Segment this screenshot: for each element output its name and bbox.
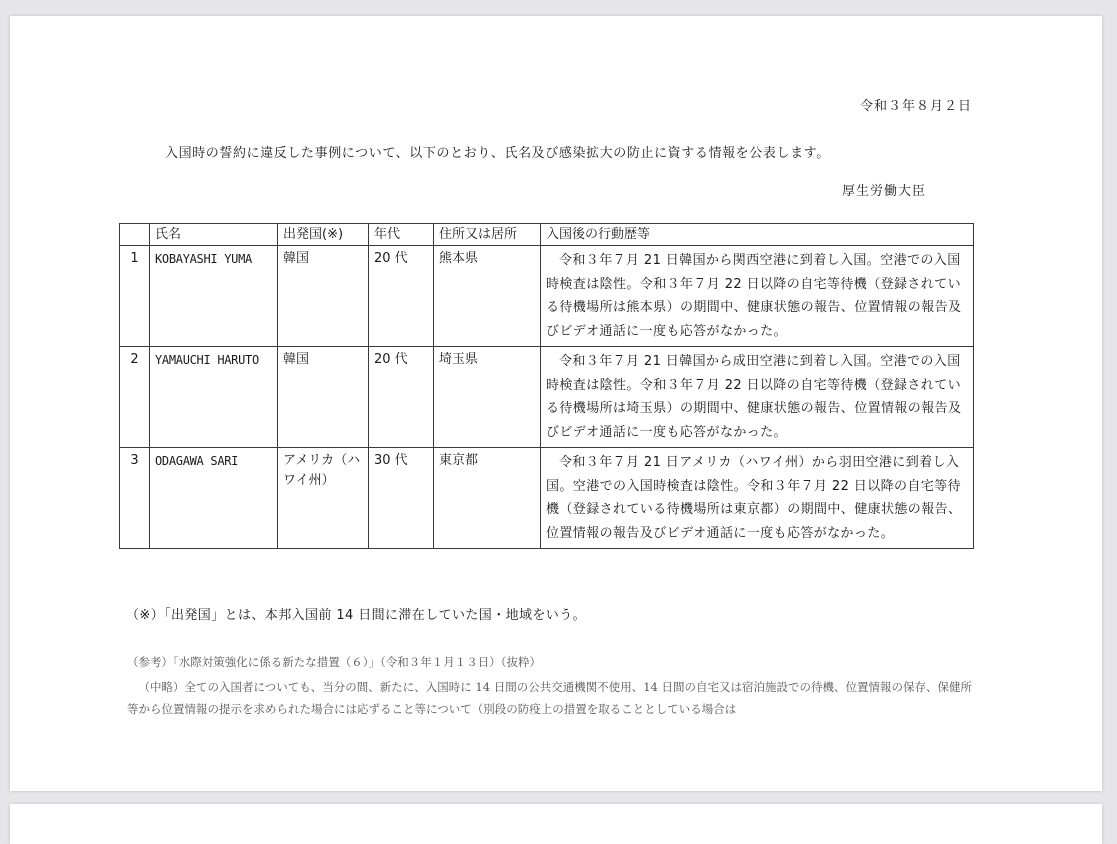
table-header-row: [120, 224, 974, 246]
table-row: [120, 347, 974, 448]
origin-country: 韓国: [278, 347, 369, 448]
origin-footnote: （※）「出発国」とは、本邦入国前 14 日間に滞在していた国・地域をいう。: [126, 608, 586, 623]
reference-title: （参考）「水際対策強化に係る新たな措置（６）」（令和３年１月１３日）（抜粋）: [127, 655, 541, 669]
table-row: [120, 246, 974, 347]
header-age: 年代: [369, 224, 434, 246]
residence: 熊本県: [434, 246, 541, 347]
header-no: [120, 224, 150, 246]
violation-cases-table: [119, 223, 974, 549]
table-row: [120, 448, 974, 549]
document-page: [10, 16, 1102, 791]
origin-country: 韓国: [278, 246, 369, 347]
header-origin: 出発国(※): [278, 224, 369, 246]
person-name: KOBAYASHI YUMA: [150, 246, 278, 347]
row-number: 2: [120, 347, 150, 448]
header-activity: 入国後の行動歴等: [541, 224, 974, 246]
person-name: ODAGAWA SARI: [150, 448, 278, 549]
origin-country: アメリカ（ハワイ州）: [278, 448, 369, 549]
header-address: 住所又は居所: [434, 224, 541, 246]
reference-excerpt: （中略）全ての入国者についても、当分の間、新たに、入国時に 14 日間の公共交通機関不使用、14 日間の自宅又は宿泊施設での待機、位置情報の保存、保健所等から位置情報の提示を求められた場合には応ずること等について（別段の防疫上の措置を取ることとしている場合は: [127, 680, 972, 716]
person-name: YAMAUCHI HARUTO: [150, 347, 278, 448]
row-number: 3: [120, 448, 150, 549]
age-group: 20 代: [369, 246, 434, 347]
row-number: 1: [120, 246, 150, 347]
intro-statement: 入国時の誓約に違反した事例について、以下のとおり、氏名及び感染拡大の防止に資する情報を公表します。: [165, 146, 830, 161]
activity-history: 令和３年７月 21 日アメリカ（ハワイ州）から羽田空港に到着し入国。空港での入国時検査は陰性。令和３年７月 22 日以降の自宅等待機（登録されている待機場所は東京都）の期間中、健康状態の報告、位置情報の報告及びビデオ通話に一度も応答がなかった。: [541, 448, 974, 549]
residence: 埼玉県: [434, 347, 541, 448]
next-page: [10, 804, 1102, 844]
document-date: 令和３年８月２日: [859, 99, 972, 114]
issuer-minister: 厚生労働大臣: [841, 184, 926, 199]
age-group: 20 代: [369, 347, 434, 448]
header-name: 氏名: [150, 224, 278, 246]
age-group: 30 代: [369, 448, 434, 549]
residence: 東京都: [434, 448, 541, 549]
activity-history: 令和３年７月 21 日韓国から関西空港に到着し入国。空港での入国時検査は陰性。令和３年７月 22 日以降の自宅等待機（登録されている待機場所は熊本県）の期間中、健康状態の報告、位置情報の報告及びビデオ通話に一度も応答がなかった。: [541, 246, 974, 347]
activity-history: 令和３年７月 21 日韓国から成田空港に到着し入国。空港での入国時検査は陰性。令和３年７月 22 日以降の自宅等待機（登録されている待機場所は埼玉県）の期間中、健康状態の報告、位置情報の報告及びビデオ通話に一度も応答がなかった。: [541, 347, 974, 448]
